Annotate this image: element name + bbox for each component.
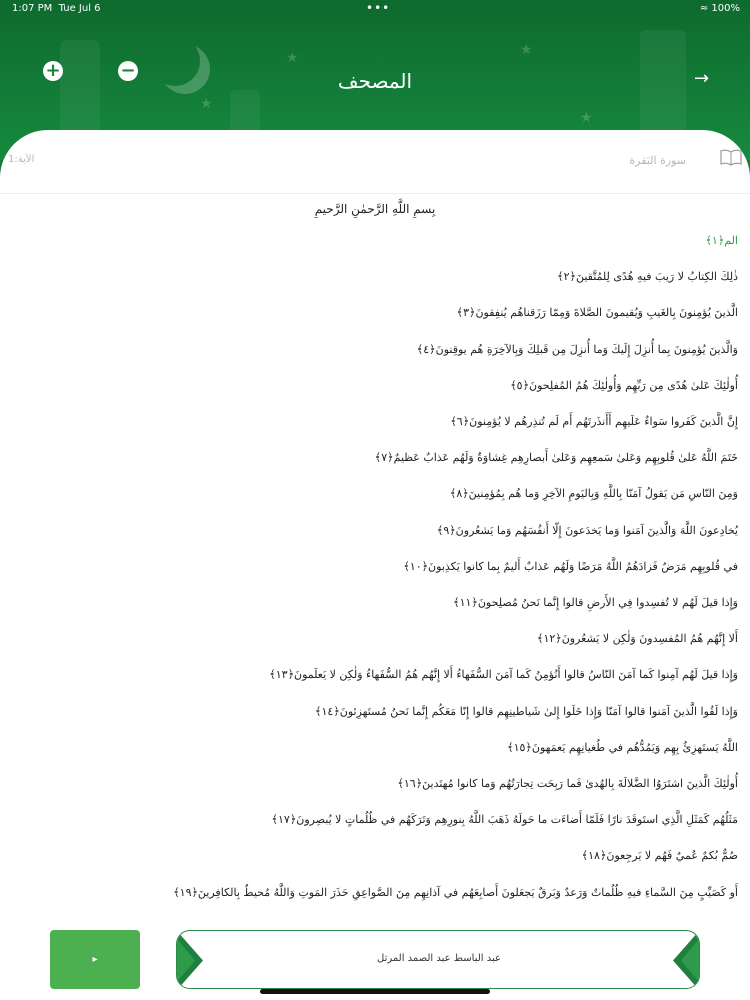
star-icon: ★ [520,42,533,58]
play-button[interactable]: ▸ [50,930,140,989]
verse-line[interactable]: وَالَّذينَ يُؤمِنونَ بِما أُنزِلَ إِلَيكَ وَما أُنزِلَ مِن قَبلِكَ وَبِالآخِرَةِ هُم يوقِنونَ﴿٤﴾ [416,342,738,356]
verse-line[interactable]: أَلا إِنَّهُم هُمُ المُفسِدونَ وَلٰكِن لا يَشعُرونَ﴿١٢﴾ [536,632,738,646]
back-arrow-icon[interactable]: → [694,68,710,89]
surah-bar [0,130,750,194]
verse-line[interactable]: أُولٰئِكَ الَّذينَ اشتَرَوُا الضَّلالَةَ بِالهُدىٰ فَما رَبِحَت تِجارَتُهُم وَما كانوا مُهتَدينَ﴿١٦﴾ [397,777,738,790]
verse-line[interactable]: في قُلوبِهِم مَرَضٌ فَزادَهُمُ اللَّهُ مَرَضًا وَلَهُم عَذابٌ أَليمٌ بِما كانوا يَكذِبونَ﴿١٠﴾ [403,559,738,573]
star-icon: ★ [200,96,213,112]
basmala: بِسمِ اللَّهِ الرَّحمٰنِ الرَّحيمِ [314,202,436,216]
home-indicator [260,989,490,994]
status-bar [0,0,750,18]
verse-line[interactable]: ذٰلِكَ الكِتابُ لا رَيبَ فيهِ هُدًى لِلمُتَّقينَ﴿٢﴾ [557,270,738,284]
mushaf-card [0,130,750,1000]
zoom-out-button[interactable]: − [118,61,138,81]
scroll-fade [0,910,750,930]
verse-line[interactable]: صُمٌّ بُكمٌ عُميٌ فَهُم لا يَرجِعونَ﴿١٨﴾ [581,849,738,863]
reciter-name: عبد الباسط عبد الصمد المرتل [377,953,501,964]
verse-line[interactable]: الم﴿١﴾ [705,234,738,247]
verse-line[interactable]: الَّذينَ يُؤمِنونَ بِالغَيبِ وَيُقيمونَ الصَّلاةَ وَمِمّا رَزَقناهُم يُنفِقونَ﴿٣﴾ [456,306,738,320]
verse-line[interactable]: وَمِنَ النّاسِ مَن يَقولُ آمَنّا بِاللَّهِ وَبِاليَومِ الآخِرِ وَما هُم بِمُؤمِنينَ﴿٨﴾ [449,487,738,501]
verse-line[interactable]: وَإِذا لَقُوا الَّذينَ آمَنوا قالوا آمَنّا وَإِذا خَلَوا إِلىٰ شَياطينِهِم قالوا إِنّا مَعَكُم إِنَّما نَحنُ مُستَهزِئونَ﴿١٤﴾ [315,704,738,718]
surah-name[interactable]: سورة البَقرة [629,154,686,167]
status-battery: ≈ 100% [699,3,740,14]
multitask-dots-icon[interactable]: ••• [366,1,391,15]
ornament-right-icon [673,931,699,989]
verse-line[interactable]: وَإِذا قيلَ لَهُم لا تُفسِدوا فِي الأَرضِ قالوا إِنَّما نَحنُ مُصلِحونَ﴿١١﴾ [453,596,738,609]
verse-line[interactable]: خَتَمَ اللَّهُ عَلىٰ قُلوبِهِم وَعَلىٰ سَمعِهِم وَعَلىٰ أَبصارِهِم غِشاوَةٌ وَلَهُم عَذابٌ عَظيمٌ﴿٧﴾ [374,451,738,465]
zoom-in-button[interactable]: + [43,61,63,81]
page-title: المصحف [337,69,413,93]
star-icon: ★ [580,110,593,126]
verse-line[interactable]: إِنَّ الَّذينَ كَفَروا سَواءٌ عَلَيهِم أَأَنذَرتَهُم أَم لَم تُنذِرهُم لا يُؤمِنونَ﴿٦﴾ [450,415,738,428]
verse-line[interactable]: يُخادِعونَ اللَّهَ وَالَّذينَ آمَنوا وَما يَخدَعونَ إِلّا أَنفُسَهُم وَما يَشعُرونَ﴿٩﴾ [436,523,738,537]
verse-line[interactable]: اللَّهُ يَستَهزِئُ بِهِم وَيَمُدُّهُم في طُغيانِهِم يَعمَهونَ﴿١٥﴾ [507,740,738,754]
verse-line[interactable]: مَثَلُهُم كَمَثَلِ الَّذِي استَوقَدَ نارًا فَلَمّا أَضاءَت ما حَولَهُ ذَهَبَ اللَّهُ بِنورِهِم وَتَرَكَهُم في ظُلُماتٍ لا يُبصِرونَ﴿١٧﴾ [271,813,738,827]
book-icon[interactable] [720,148,742,166]
verse-line[interactable]: أُولٰئِكَ عَلىٰ هُدًى مِن رَبِّهِم وَأُولٰئِكَ هُمُ المُفلِحونَ﴿٥﴾ [510,378,738,392]
verse-line[interactable]: وَإِذا قيلَ لَهُم آمِنوا كَما آمَنَ النّاسُ قالوا أَنُؤمِنُ كَما آمَنَ السُّفَهاءُ أَلا إِنَّهُم هُمُ السُّفَهاءُ وَلٰكِن لا يَعلَمونَ﴿١٣﴾ [269,668,738,682]
star-icon: ★ [286,50,299,66]
reciter-selector[interactable] [176,930,700,989]
status-time: 1:07 PM Tue Jul 6 [12,3,101,14]
verse-line[interactable]: أَو كَصَيِّبٍ مِنَ السَّماءِ فيهِ ظُلُماتٌ وَرَعدٌ وَبَرقٌ يَجعَلونَ أَصابِعَهُم في آذانِهِم مِنَ الصَّواعِقِ حَذَرَ المَوتِ وَاللَّهُ مُحيطٌ بِالكافِرينَ﴿١٩﴾ [173,885,738,899]
ayah-label: الآية:1 [8,154,35,165]
